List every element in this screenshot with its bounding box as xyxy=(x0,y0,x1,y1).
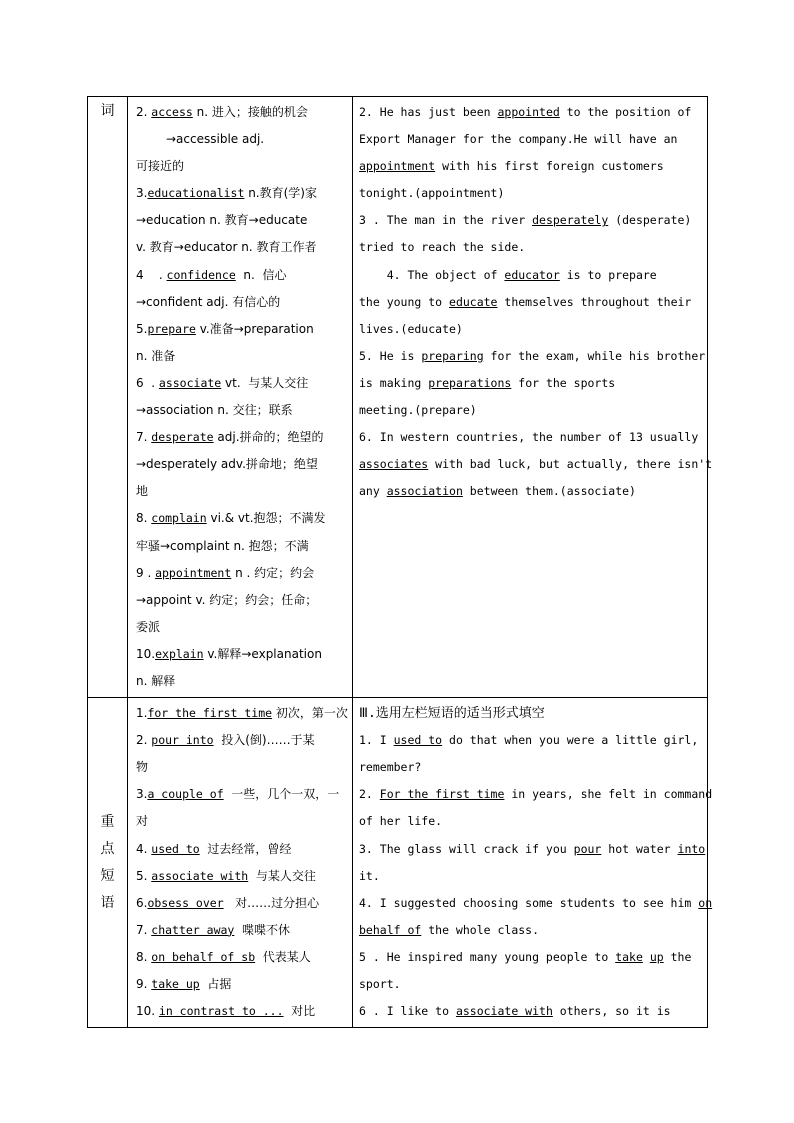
answer-word: a couple of xyxy=(147,787,224,802)
phrases-right-line xyxy=(359,836,706,863)
phrases-left-line xyxy=(136,890,346,917)
words-left-line xyxy=(136,451,346,478)
line-text: 9. xyxy=(136,977,152,991)
answer-word: appointment xyxy=(359,159,436,174)
line-text: 2. xyxy=(136,733,152,748)
line-text: 4. The object of xyxy=(359,267,505,282)
line-text: lives.(educate) xyxy=(359,321,463,336)
words-left-line xyxy=(136,126,346,153)
line-text: tonight.(appointment) xyxy=(359,186,505,201)
line-text: 4. xyxy=(136,841,152,856)
line-text: 3. The glass will crack if you xyxy=(359,841,574,856)
words-right-line xyxy=(359,153,701,180)
line-text: 3. xyxy=(136,787,148,802)
line-text: 5. xyxy=(136,868,152,883)
line-text: the young to xyxy=(359,294,450,309)
line-text: v. 教育→educator n. 教育工作者 xyxy=(136,240,317,255)
words-left-line xyxy=(136,234,346,261)
line-text: 10. xyxy=(136,646,156,661)
line-text: 5. He is xyxy=(359,348,422,363)
line-text: 1. xyxy=(136,706,148,721)
answer-word: pour into xyxy=(151,733,214,748)
words-right-line xyxy=(359,424,701,451)
line-text: →desperately adv.拼命地；绝望 xyxy=(136,457,318,472)
answer-word: access xyxy=(151,105,193,119)
answer-word: preparations xyxy=(428,375,512,390)
answer-word: obsess over xyxy=(147,895,224,910)
words-left-line xyxy=(136,641,346,668)
answer-word: on behalf of sb xyxy=(151,949,256,964)
line-text: meeting.(prepare) xyxy=(359,403,477,418)
words-left-line xyxy=(136,533,346,560)
phrases-left-line xyxy=(136,971,346,998)
answer-word: take up xyxy=(151,977,200,991)
words-row xyxy=(88,97,708,698)
phrases-left-line xyxy=(136,998,346,1025)
line-text: 对……过分担心 xyxy=(223,895,320,910)
line-text: 1. I xyxy=(359,733,394,748)
line-text: others, so it is xyxy=(552,1004,671,1019)
words-right-line xyxy=(359,99,701,126)
phrases-right-line xyxy=(359,944,701,971)
line-text: 6 . xyxy=(136,375,159,390)
line-text: between them.(associate) xyxy=(462,484,636,499)
words-left-line xyxy=(136,668,346,695)
answer-word: educate xyxy=(449,294,498,309)
category-label: 重点短语 xyxy=(100,813,115,911)
words-right-line xyxy=(359,316,701,343)
line-text: 2. xyxy=(136,105,152,119)
words-left-line xyxy=(136,99,346,126)
words-right-line xyxy=(359,451,713,478)
phrases-left-line xyxy=(136,808,346,835)
line-text: themselves throughout their xyxy=(497,294,692,309)
phrases-left-line xyxy=(136,836,346,863)
words-right-line xyxy=(359,289,701,316)
phrases-right-line xyxy=(359,998,701,1025)
words-right-line xyxy=(359,180,701,207)
line-text: 地 xyxy=(136,484,149,499)
phrases-left-line xyxy=(136,754,346,781)
line-text: with bad luck, but actually, there isn't xyxy=(428,457,713,472)
answer-word: associates xyxy=(359,457,429,472)
words-left-line xyxy=(136,343,346,370)
words-left-line xyxy=(136,289,346,316)
phrases-left-line xyxy=(136,700,346,727)
line-text: 占据 xyxy=(199,977,232,991)
words-left-line xyxy=(136,560,346,587)
words-left-cell xyxy=(128,97,353,698)
line-text: vi.& vt.抱怨；不满发 xyxy=(206,511,326,526)
line-text: 6. In western countries, the number of 13 usually xyxy=(359,430,699,445)
phrases-left-line xyxy=(136,727,346,754)
words-right-line xyxy=(359,343,706,370)
line-text: 8. xyxy=(136,511,152,526)
answer-word: in contrast to ... xyxy=(158,1004,284,1019)
words-right-line xyxy=(359,126,701,153)
words-right-line xyxy=(359,234,701,261)
line-text: the whole class. xyxy=(421,922,540,937)
line-text: 9 . xyxy=(136,565,156,580)
line-text: remember? xyxy=(359,760,422,775)
answer-word: prepare xyxy=(147,321,196,336)
line-text: 与某人交往 xyxy=(248,868,316,883)
line-text: 委派 xyxy=(136,619,161,634)
line-text: 一些，几个一双，一 xyxy=(223,787,340,802)
line-text: 喋喋不休 xyxy=(234,922,290,937)
answer-word: used to xyxy=(151,841,200,856)
line-text: tried to reach the side. xyxy=(359,240,526,255)
line-text: 6. xyxy=(136,895,148,910)
line-text: 投入(倒)……于某 xyxy=(213,733,315,748)
line-text: the xyxy=(663,949,692,964)
line-text: 7. xyxy=(136,430,152,445)
line-text: adj.拼命的；绝望的 xyxy=(213,430,324,445)
phrases-left-line xyxy=(136,863,346,890)
line-text: 3. xyxy=(136,186,148,201)
vocabulary-table xyxy=(87,96,713,1028)
line-text: n. 解释 xyxy=(136,673,176,688)
words-left-line xyxy=(136,397,346,424)
answer-word: pour xyxy=(573,841,602,856)
phrases-left-line xyxy=(136,781,346,808)
line-text: →education n. 教育→educate xyxy=(136,213,308,228)
line-text: →accessible adj. xyxy=(166,132,265,147)
line-text: 对比 xyxy=(283,1004,316,1019)
line-text: 牢骚→complaint n. 抱怨；不满 xyxy=(136,538,309,553)
line-text: →association n. 交往；联系 xyxy=(136,403,293,418)
answer-word: associate with xyxy=(455,1004,553,1019)
line-text: 物 xyxy=(136,760,149,775)
answer-word: behalf of xyxy=(359,922,422,937)
answer-word: association xyxy=(386,484,463,499)
line-text: n. 准备 xyxy=(136,348,176,363)
words-left-line xyxy=(136,587,346,614)
words-right-line xyxy=(359,370,701,397)
line-text: 2. He has just been xyxy=(359,105,498,119)
answer-word: associate with xyxy=(151,868,249,883)
phrases-right-line xyxy=(359,754,701,781)
line-text: 过去经常，曾经 xyxy=(199,841,292,856)
phrases-row xyxy=(88,698,708,1028)
phrases-right-line xyxy=(359,727,701,754)
line-text: →appoint v. 约定；约会；任命； xyxy=(136,592,318,607)
words-left-line xyxy=(136,262,346,289)
line-text: 3 . The man in the river xyxy=(359,213,533,228)
answer-word: used to xyxy=(393,733,443,748)
line-text: n . 约定；约会 xyxy=(231,565,315,580)
answer-word: confidence xyxy=(166,267,236,282)
line-text: 5. xyxy=(136,321,148,336)
line-text: vt. 与某人交往 xyxy=(221,375,309,390)
words-right-line xyxy=(359,262,701,289)
words-left-line xyxy=(136,424,346,451)
phrases-left-line xyxy=(136,917,346,944)
answer-word: complain xyxy=(151,511,207,526)
answer-word: desperate xyxy=(151,430,214,445)
line-text: for the sports xyxy=(511,375,616,390)
line-text: sport. xyxy=(359,977,401,991)
line-text: 5 . He inspired many young people to xyxy=(359,949,616,964)
line-text: in years, she felt in command xyxy=(504,787,713,802)
line-text: to the position of xyxy=(559,105,692,119)
answer-word: appointed xyxy=(497,105,560,119)
answer-word: desperately xyxy=(532,213,609,228)
words-right-cell xyxy=(353,97,713,698)
line-text: of her life. xyxy=(359,814,443,829)
phrases-right-line xyxy=(359,917,701,944)
category-label: 词 xyxy=(100,103,115,119)
line-text: is making xyxy=(359,375,429,390)
line-text: 4. I suggested choosing some students to see him xyxy=(359,895,699,910)
phrases-right-line xyxy=(359,890,713,917)
line-text: with his first foreign customers xyxy=(435,159,664,174)
line-text: 10. xyxy=(136,1004,159,1019)
words-right-line xyxy=(359,207,701,234)
line-text: 可接近的 xyxy=(136,159,185,174)
line-text: 代表某人 xyxy=(255,949,311,964)
answer-word: chatter away xyxy=(151,922,235,937)
words-category-cell xyxy=(88,97,128,698)
exercise-heading: Ⅲ.选用左栏短语的适当形式填空 xyxy=(359,706,545,722)
line-text: do that when you were a little girl, xyxy=(442,733,699,748)
phrases-left-cell xyxy=(128,698,353,1028)
line-text: 2. xyxy=(359,787,380,802)
answer-word: explain xyxy=(155,646,204,661)
line-text: any xyxy=(359,484,387,499)
line-text: 对 xyxy=(136,814,149,829)
answer-word: for the first time xyxy=(147,706,273,721)
words-left-line xyxy=(136,505,346,532)
line-text: (desperate) xyxy=(608,213,692,228)
line-text xyxy=(643,950,650,964)
line-text: v.准备→preparation xyxy=(195,321,314,336)
words-left-line xyxy=(136,478,346,505)
answer-word: on xyxy=(698,895,713,910)
phrases-left-line xyxy=(136,944,346,971)
words-left-line xyxy=(136,614,346,641)
line-text: 4 . xyxy=(136,267,167,282)
words-left-line xyxy=(136,370,346,397)
phrases-right-cell xyxy=(353,698,713,1028)
line-text: n.教育(学)家 xyxy=(244,186,317,201)
words-right-line xyxy=(359,478,701,505)
line-text: n. 进入；接触的机会 xyxy=(192,105,308,119)
words-right-line xyxy=(359,397,701,424)
phrases-right-line xyxy=(359,971,701,998)
words-left-line xyxy=(136,180,346,207)
line-text: 8. xyxy=(136,949,152,964)
phrases-right-line xyxy=(359,863,701,890)
line-text: is to prepare xyxy=(559,267,657,282)
line-text: 7. xyxy=(136,922,152,937)
answer-word: educationalist xyxy=(147,186,245,201)
phrases-right-line xyxy=(359,808,701,835)
words-left-line xyxy=(136,153,346,180)
line-text: Export Manager for the company.He will have an xyxy=(359,132,678,147)
line-text: v.解释→explanation xyxy=(203,646,322,661)
answer-word: take xyxy=(615,949,643,964)
answer-word: into xyxy=(677,841,706,856)
phrases-category-cell xyxy=(88,698,128,1028)
words-left-line xyxy=(136,207,346,234)
line-text: it. xyxy=(359,868,380,883)
answer-word: educator xyxy=(504,267,560,282)
line-text: hot water xyxy=(601,841,678,856)
words-left-line xyxy=(136,316,346,343)
line-text: →confident adj. 有信心的 xyxy=(136,294,281,309)
line-text: for the exam, while his brother xyxy=(483,348,706,363)
answer-word: appointment xyxy=(155,565,232,580)
answer-word: associate xyxy=(158,375,222,390)
phrases-right-line xyxy=(359,781,713,808)
answer-word: For the first time xyxy=(379,787,505,802)
answer-word: up xyxy=(649,949,664,964)
answer-word: preparing xyxy=(421,348,484,363)
line-text: n. 信心 xyxy=(235,267,287,282)
line-text: 6 . I like to xyxy=(359,1004,456,1019)
line-text: 初次，第一次 xyxy=(272,706,348,721)
